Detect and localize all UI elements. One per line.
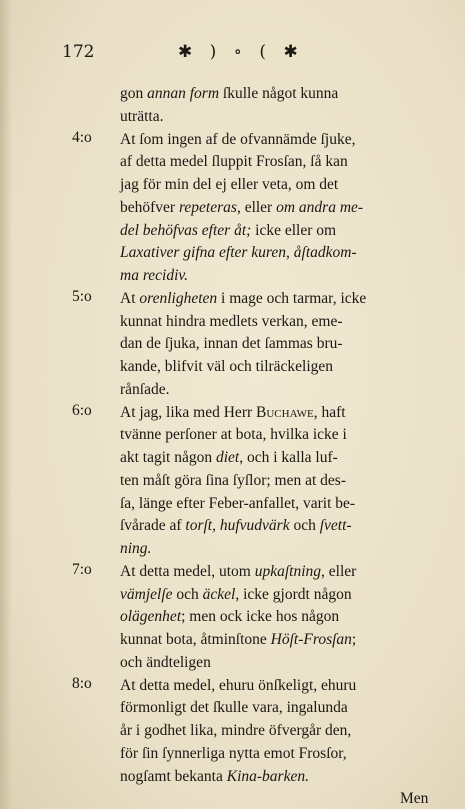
text-run: ſa, länge efter Feber-anfallet, varit be-: [120, 494, 356, 512]
italic-text: om andra me-: [276, 198, 364, 216]
text-line: [120, 288, 440, 310]
text-line: [120, 311, 440, 333]
section-number: 7:o: [72, 560, 92, 578]
text-run: kunnat hindra medlets verkan, eme-: [120, 312, 343, 330]
text-run: nogſamt bekanta: [120, 767, 227, 785]
text-run: , icke gjordt någon: [235, 585, 352, 603]
italic-text: torſt, hufvudvärk: [185, 517, 290, 535]
text-line: [120, 766, 440, 788]
text-line: [120, 265, 440, 287]
text-run: Buchawe: [256, 403, 314, 421]
catchword: Men: [400, 790, 429, 808]
text-line: [120, 652, 440, 674]
text-run: At: [120, 289, 140, 307]
text-line: [120, 697, 440, 719]
text-run: af detta medel ſluppit Frosſan, ſå kan: [120, 153, 348, 171]
text-line: [120, 197, 440, 219]
text-run: i mage och tarmar, icke: [217, 289, 367, 307]
text-line: [120, 242, 440, 264]
text-run: gon: [120, 85, 148, 102]
text-line: [120, 106, 440, 128]
italic-text: annan form: [147, 85, 220, 102]
text-line: [120, 629, 440, 651]
italic-text: Höſt-Frosſan: [270, 631, 352, 648]
text-line: [120, 561, 440, 583]
text-run: och: [289, 517, 320, 535]
text-run: jag för min del ej eller veta, om det: [120, 176, 339, 193]
text-line: [120, 675, 440, 697]
text-run: rånſade.: [120, 380, 170, 398]
italic-text: Laxativer gifna efter kuren, åſtadkom-: [120, 244, 357, 262]
italic-text: Kina-barken.: [226, 767, 309, 785]
text-line: [120, 402, 440, 424]
italic-text: orenligheten: [139, 289, 218, 307]
text-line: [120, 743, 440, 765]
text-run: år i godhet lika, mindre öfvergår den,: [120, 722, 352, 739]
text-run: kunnat bota, åtminſtone: [120, 631, 271, 648]
text-run: akt tagit någon: [120, 449, 216, 466]
text-run: , haft: [313, 403, 346, 421]
text-line: [120, 606, 440, 628]
text-line: [120, 584, 440, 606]
text-run: och ändteligen: [120, 653, 211, 671]
text-run: At detta medel, utom: [120, 562, 255, 580]
section-number: 4:o: [72, 128, 92, 146]
page-gutter-shadow: [0, 0, 12, 809]
header-ornament: ✱ ) ∘ ( ✱: [178, 42, 304, 62]
italic-text: ma recidiv.: [120, 267, 189, 284]
page-number: 172: [62, 42, 95, 62]
italic-text: ning.: [120, 540, 152, 557]
text-line: [120, 174, 440, 196]
text-line: [120, 424, 440, 446]
section-number: 8:o: [72, 674, 92, 692]
text-line: [120, 83, 440, 105]
text-run: uträtta.: [120, 107, 164, 125]
text-run: behöfver: [120, 198, 179, 216]
italic-text: del behöfvas efter åt;: [120, 221, 252, 239]
text-run: At jag, lika med Herr: [120, 403, 257, 421]
text-run: förmonligt det ſkulle vara, ingalunda: [120, 699, 348, 717]
text-line: [120, 447, 440, 469]
text-run: , eller: [236, 198, 277, 216]
text-run: ; men ock icke hos någon: [181, 608, 340, 626]
italic-text: äckel: [202, 585, 236, 603]
text-line: [120, 356, 440, 378]
text-run: At ſom ingen af de ofvannämde ſjuke,: [120, 130, 356, 148]
section-number: 5:o: [72, 287, 92, 305]
italic-text: olägenhet: [120, 608, 182, 626]
text-line: [120, 720, 440, 742]
text-run: icke eller om: [251, 221, 337, 239]
italic-text: vämjelſe: [120, 585, 173, 603]
text-line: [120, 538, 440, 560]
text-run: , eller: [321, 562, 357, 580]
italic-text: repeteras: [178, 198, 237, 216]
text-run: ;: [351, 631, 357, 648]
text-run: tvänne perſoner at bota, hvilka icke i: [120, 426, 347, 444]
text-run: ſvårade af: [120, 517, 186, 535]
text-line: [120, 220, 440, 242]
text-run: dan de ſjuka, innan det ſammas bru-: [120, 335, 343, 353]
text-line: [120, 470, 440, 492]
text-line: [120, 151, 440, 173]
text-line: [120, 515, 440, 537]
text-line: [120, 129, 440, 151]
text-run: kande, blifvit väl och tilräckeligen: [120, 358, 334, 375]
text-run: ſkulle något kunna: [219, 85, 339, 102]
text-run: , och i kalla luf-: [239, 449, 338, 466]
text-line: [120, 333, 440, 355]
text-run: för ſin ſynnerliga nytta emot Frosſor,: [120, 744, 347, 762]
italic-text: diet: [216, 449, 240, 466]
text-line: [120, 493, 440, 515]
italic-text: ſvett-: [319, 517, 352, 535]
text-line: [120, 379, 440, 401]
italic-text: upkaſtning: [254, 562, 322, 580]
text-run: At detta medel, ehuru önſkeligt, ehuru: [120, 676, 357, 694]
text-run: ten måſt göra ſina ſyſlor; men at des-: [120, 471, 346, 489]
section-number: 6:o: [72, 401, 92, 419]
text-run: och: [172, 585, 203, 603]
